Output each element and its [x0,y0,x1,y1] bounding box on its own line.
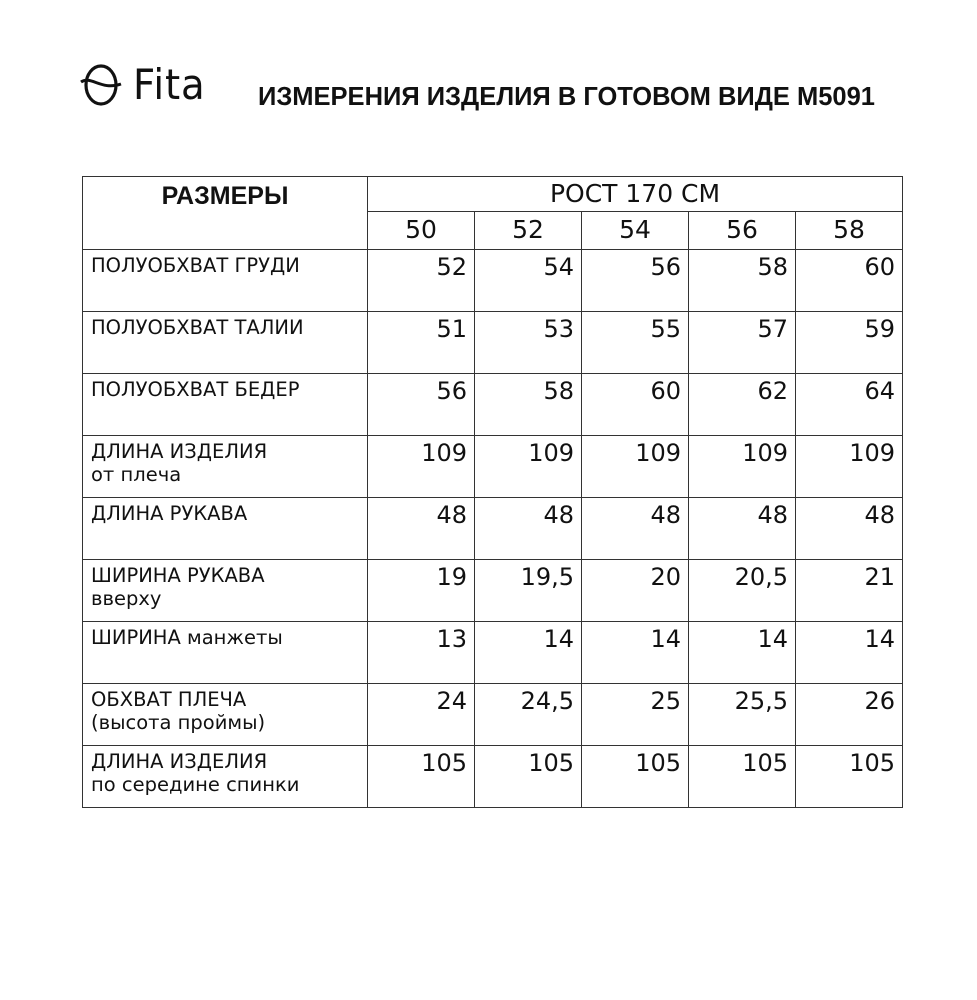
measurement-value: 51 [368,312,475,374]
measurement-value: 13 [368,622,475,684]
measurement-value: 57 [689,312,796,374]
measurement-value: 58 [689,250,796,312]
measurement-value: 59 [796,312,903,374]
measurement-value: 105 [475,746,582,808]
measurement-value: 48 [475,498,582,560]
measurement-value: 53 [475,312,582,374]
measurement-label-cell [83,374,368,436]
measurement-value: 48 [689,498,796,560]
measurement-value: 20,5 [689,560,796,622]
measurement-value: 60 [796,250,903,312]
measurement-value: 14 [689,622,796,684]
measurement-value: 14 [582,622,689,684]
measurement-value: 25 [582,684,689,746]
page-title: ИЗМЕРЕНИЯ ИЗДЕЛИЯ В ГОТОВОМ ВИДЕ М5091 [258,83,875,111]
table-row [83,374,903,436]
measurement-value: 109 [582,436,689,498]
measurement-value: 105 [582,746,689,808]
measurement-sublabel: от плеча [91,463,182,486]
table-row [83,498,903,560]
measurement-value: 54 [475,250,582,312]
size-header: 56 [689,212,796,250]
measurement-label: ПОЛУОБХВАТ ГРУДИ [91,254,300,277]
measurement-label-cell [83,746,368,808]
measurement-label: ШИРИНА манжеты [91,626,283,649]
measurement-value: 109 [475,436,582,498]
measurement-value: 19,5 [475,560,582,622]
table-row [83,250,903,312]
measurement-value: 19 [368,560,475,622]
measurement-value: 25,5 [689,684,796,746]
table-row [83,436,903,498]
size-header: 54 [582,212,689,250]
measurement-value: 105 [368,746,475,808]
measurement-label-cell [83,436,368,498]
table-row [83,746,903,808]
measurement-value: 20 [582,560,689,622]
measurement-value: 105 [689,746,796,808]
fita-logo-icon [79,63,123,107]
measurement-value: 26 [796,684,903,746]
size-header: 50 [368,212,475,250]
table-row [83,560,903,622]
brand-name: Fita [133,60,206,109]
measurement-value: 24 [368,684,475,746]
measurement-value: 14 [475,622,582,684]
height-header-cell: РОСТ 170 СМ [368,177,903,212]
measurement-label-cell [83,560,368,622]
measurement-label-cell [83,498,368,560]
measurement-value: 14 [796,622,903,684]
measurement-value: 60 [582,374,689,436]
measurement-value: 55 [582,312,689,374]
measurement-label-cell [83,684,368,746]
measurement-value: 109 [689,436,796,498]
measurements-table [82,176,903,808]
measurement-value: 21 [796,560,903,622]
measurement-label-cell [83,312,368,374]
measurement-value: 56 [368,374,475,436]
measurement-label: ШИРИНА РУКАВА [91,564,265,587]
measurement-value: 58 [475,374,582,436]
sizes-header-cell [83,177,368,250]
measurement-sublabel: вверху [91,587,162,610]
measurement-value: 48 [796,498,903,560]
header-row [83,177,903,212]
table-row [83,684,903,746]
measurement-value: 52 [368,250,475,312]
measurement-value: 64 [796,374,903,436]
measurement-sublabel: (высота проймы) [91,711,266,734]
measurement-label: ДЛИНА ИЗДЕЛИЯ [91,440,268,463]
measurement-value: 109 [796,436,903,498]
measurement-value: 48 [582,498,689,560]
measurement-label-cell [83,622,368,684]
measurement-label: ПОЛУОБХВАТ БЕДЕР [91,378,300,401]
measurement-label: ДЛИНА ИЗДЕЛИЯ [91,750,268,773]
measurement-value: 105 [796,746,903,808]
measurement-label: ПОЛУОБХВАТ ТАЛИИ [91,316,304,339]
measurement-label: ДЛИНА РУКАВА [91,502,248,525]
brand-logo [79,60,212,110]
measurement-label: ОБХВАТ ПЛЕЧА [91,688,247,711]
size-header: 58 [796,212,903,250]
measurement-value: 48 [368,498,475,560]
measurement-value: 56 [582,250,689,312]
table-row [83,622,903,684]
measurement-value: 62 [689,374,796,436]
sizes-header-label: РАЗМЕРЫ [161,182,289,210]
measurement-label-cell [83,250,368,312]
measurement-value: 24,5 [475,684,582,746]
measurement-value: 109 [368,436,475,498]
table-row [83,312,903,374]
size-header: 52 [475,212,582,250]
measurement-sublabel: по середине спинки [91,773,300,796]
